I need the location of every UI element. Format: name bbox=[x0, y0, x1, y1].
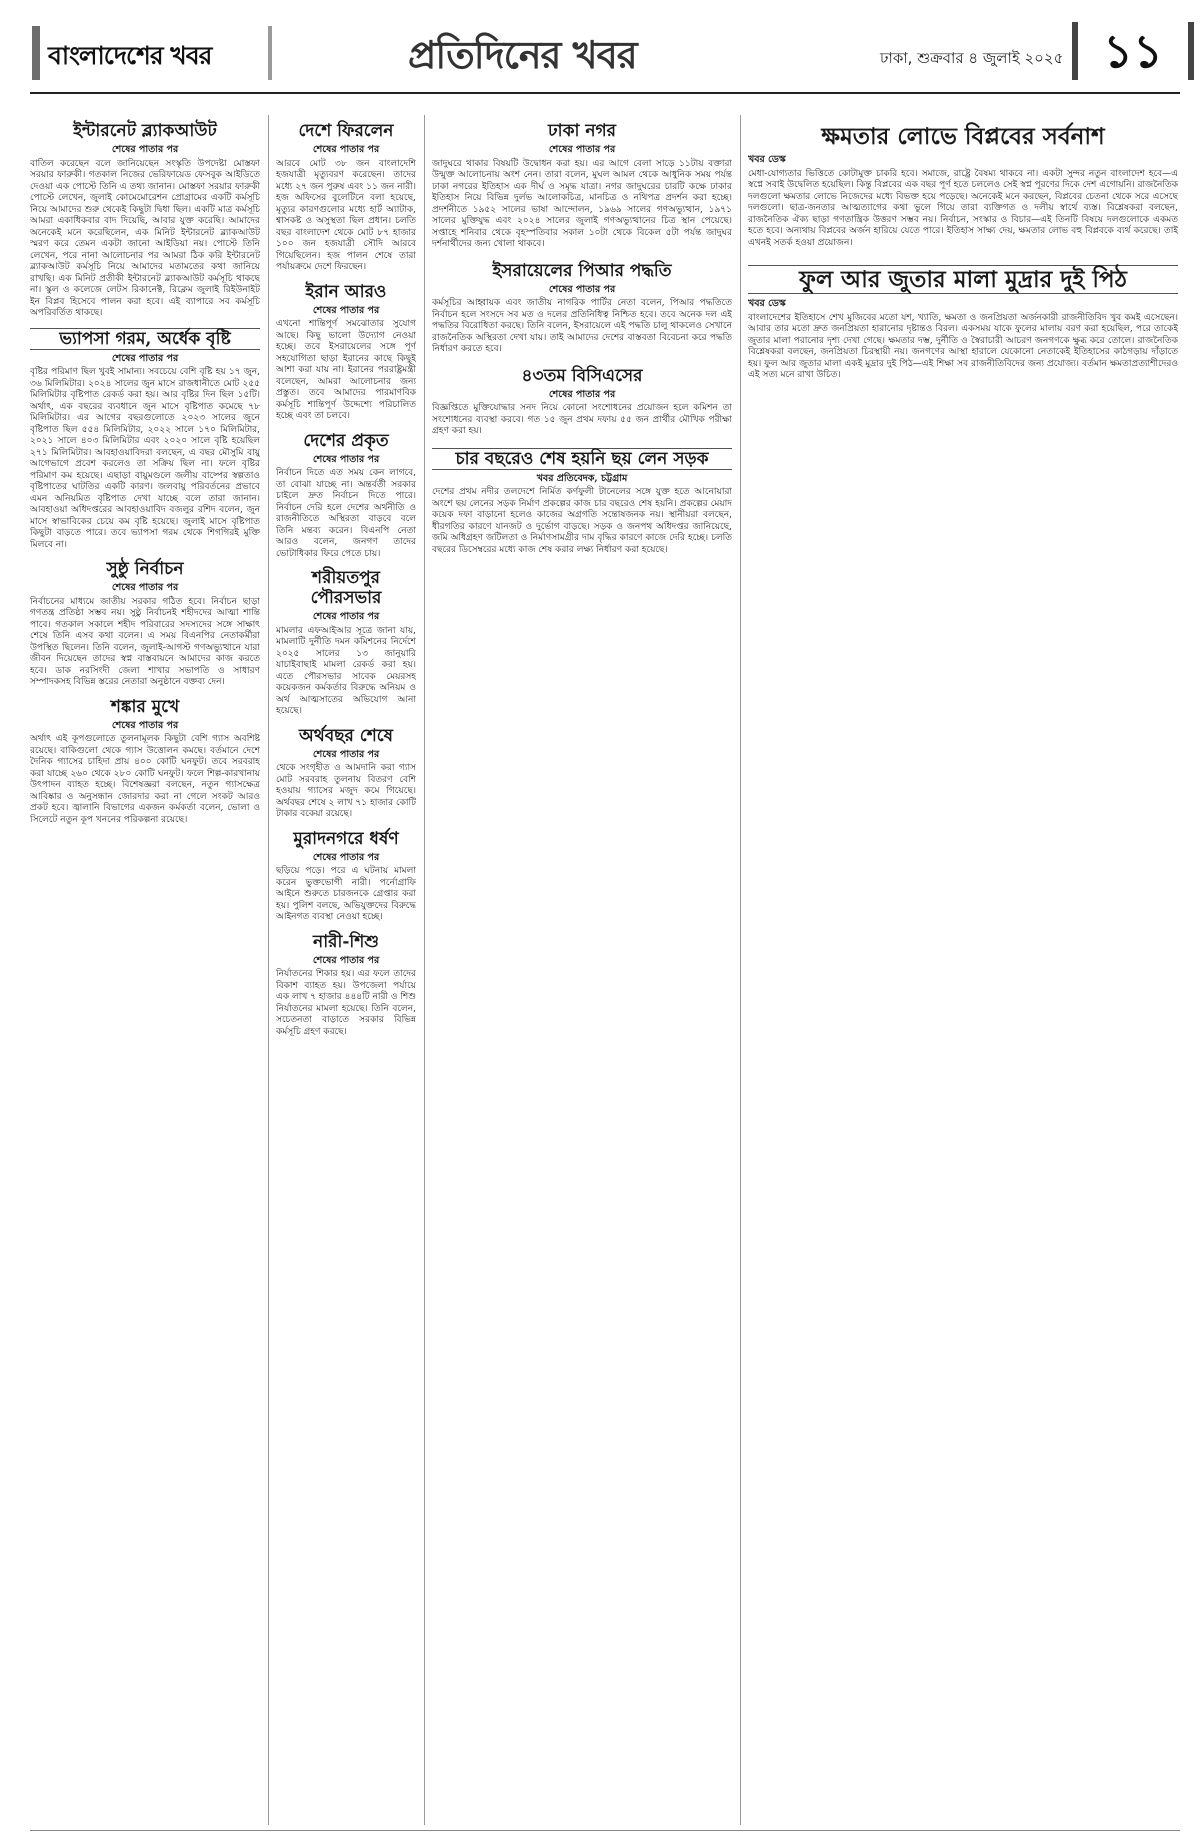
kicker: শেষের পাতার পর bbox=[111, 144, 179, 155]
page-number: ১১ bbox=[1072, 22, 1194, 80]
column-divider bbox=[424, 115, 425, 1825]
kicker: শেষের পাতার পর bbox=[111, 352, 179, 364]
reporter: খবর ডেস্ক bbox=[748, 298, 786, 309]
article-body: অর্থাৎ এই কূপগুলোতে তুলনামূলক কিছুটা বেশি গ্যাস অবশিষ্ট রয়েছে। বাকিগুলো থেকে গ্যাস উত্তোলন কমছে। বর্তমানে দেশে দৈনিক গ্যাসের চাহিদা প্রায় ৪০০ কোটি ঘনফুট। তবে সরবরাহ করা যাচ্ছে ২৬০ থেকে ২৮০ কোটি ঘনফুট। ফলে শিল্প-কারখানায় উৎপাদন ব্যাহত হচ্ছে। বিশেষজ্ঞরা বলছেন, নতুন গ্যাসক্ষেত্র আবিষ্কার ও অনুসন্ধান জোরদার করা না গেলে সংকট আরও প্রকট হবে। জ্বালানি বিভাগের একজন কর্মকর্তা বলেন, ভোলা ও সিলেটে নতুন কূপ খননের পরিকল্পনা রয়েছে। bbox=[30, 734, 260, 825]
reporter: খবর প্রতিবেদক, চট্টগ্রাম bbox=[536, 472, 628, 484]
article-israel bbox=[432, 261, 732, 356]
headline: ঢাকা নগর bbox=[548, 121, 616, 141]
article-women bbox=[276, 932, 416, 1039]
kicker: শেষের পাতার পর bbox=[548, 388, 616, 400]
kicker: শেষের পাতার পর bbox=[548, 283, 616, 295]
headline: ভ্যাপসা গরম, অর্ধেক বৃষ্টি bbox=[30, 328, 260, 350]
article-returned bbox=[276, 121, 416, 274]
article-internet bbox=[30, 121, 260, 320]
article-fiscal bbox=[276, 726, 416, 821]
kicker: শেষের পাতার পর bbox=[312, 954, 380, 966]
article-body: আরবে মোট ৩৮ জন বাংলাদেশি হজযাত্রী মৃত্যুবরণ করেছেন। তাদের মধ্যে ২৭ জন পুরুষ এবং ১১ জন নারী। হজ অফিসের বুলেটিনে বলা হয়েছে, মৃত্যুর কারণগুলোর মধ্যে হার্ট অ্যাটাক, শ্বাসকষ্ট ও অসুস্থতা ছিল প্রধান। চলতি বছর বাংলাদেশ থেকে মোট ৮৭ হাজার ১০০ জন হজযাত্রী সৌদি আরবে গিয়েছিলেন। হজ পালন শেষে তারা পর্যায়ক্রমে দেশে ফিরছেন। bbox=[276, 158, 416, 272]
article-body: বাংলাদেশের ইতিহাসে শেখ মুজিবের মতো যশ, খ্যাতি, ক্ষমতা ও জনপ্রিয়তা অর্জনকারী রাজনীতিবিদ খুব কমই এসেছেন। আবার তার মতো দ্রুত জনপ্রিয়তা হারানোর দৃষ্টান্তও বিরল। একসময় যাকে ফুলের মালায় বরণ করা হয়েছিল, পরে তাকেই জুতার মালা পরানোর দৃশ্য দেখা গেছে। ক্ষমতার দম্ভ, দুর্নীতি ও স্বৈরাচারী আচরণ জনগণকে ক্ষুব্ধ করে তোলে। রাজনৈতিক বিশ্লেষকরা বলছেন, জনপ্রিয়তা চিরস্থায়ী নয়। জনগণের আস্থা হারালে যেকোনো নেতাকেই ইতিহাসের কাঠগড়ায় দাঁড়াতে হয়। ফুল আর জুতার মালা একই মুদ্রার দুই পিঠ—এই শিক্ষা সব রাজনীতিবিদের জন্য প্রযোজ্য। বর্তমান ক্ষমতাপ্রত্যাশীদেরও এই সত্য মনে রাখা উচিত। bbox=[748, 312, 1178, 380]
article-body: কর্মসূচির আহ্বায়ক এবং জাতীয় নাগরিক পার্টির নেতা বলেন, পিআর পদ্ধতিতে নির্বাচন হলে সংসদে সব মত ও দলের প্রতিনিধিত্ব নিশ্চিত হবে। তবে অনেক দল এই পদ্ধতির বিরোধিতা করছে। তিনি বলেন, ইসরায়েলে এই পদ্ধতি চালু থাকলেও সেখানে রাজনৈতিক অস্থিরতা দেখা যায়। তাই আমাদের দেশের বাস্তবতা বিবেচনা করে পদ্ধতি নির্ধারণ করতে হবে। bbox=[432, 298, 732, 354]
headline: ইন্টারনেট ব্ল্যাকআউট bbox=[73, 121, 217, 141]
headline: চার বছরেও শেষ হয়নি ছয় লেন সড়ক bbox=[432, 448, 732, 470]
headline: অর্থবছর শেষে bbox=[299, 725, 393, 746]
headline: ইসরায়েলের পিআর পদ্ধতি bbox=[492, 260, 672, 281]
article-body: দেশের প্রথম নদীর তলদেশে নির্মিত কর্ণফুলী টানেলের সঙ্গে যুক্ত হতে আনোয়ারা অংশে ছয় লেনের সড়ক নির্মাণ প্রকল্পের কাজ চার বছরেও শেষ হয়নি। প্রকল্পের মেয়াদ কয়েক দফা বাড়ানো হলেও কাজের অগ্রগতি সন্তোষজনক নয়। স্থানীয়রা বলছেন, ধীরগতির কারণে যানজট ও দুর্ভোগ বাড়ছে। সড়ক ও জনপথ অধিদপ্তর জানিয়েছে, জমি অধিগ্রহণ জটিলতা ও নির্মাণসামগ্রীর দাম বৃদ্ধির কারণে কাজে দেরি হচ্ছে। চলতি বছরের ডিসেম্বরের মধ্যে কাজ শেষ করার লক্ষ্য নির্ধারণ করা হয়েছে। bbox=[432, 487, 732, 555]
headline: মুরাদনগরে ধর্ষণ bbox=[293, 828, 399, 849]
article-body: ছড়িয়ে পড়ে। পরে এ ঘটনায় মামলা করেন ভুক্তভোগী নারী। পর্নোগ্রাফি আইনে শুরুতে চারজনকে গ্রেপ্তার করা হয়। পুলিশ বলছে, অভিযুক্তদের বিরুদ্ধে আইনগত ব্যবস্থা নেওয়া হচ্ছে। bbox=[276, 866, 416, 922]
header-rule bbox=[30, 92, 1180, 94]
article-road bbox=[432, 448, 732, 557]
headline: দেশের প্রকৃত bbox=[303, 430, 389, 451]
article-nature bbox=[276, 431, 416, 561]
article-election bbox=[30, 559, 260, 689]
section-title: বাংলাদেশের খবর bbox=[48, 41, 212, 70]
kicker: শেষের পাতার পর bbox=[111, 582, 179, 593]
article-body: বিজ্ঞপ্তিতে মুক্তিযোদ্ধার সনদ নিয়ে কোনো সংশোধনের প্রয়োজন হলে কমিশন তা সংশোধনের ব্যবস্থা করবে। গত ১৫ জুন প্রথম দফায় ৫৫ জন প্রার্থীর মৌখিক পরীক্ষা গ্রহণ করা হয়। bbox=[432, 403, 732, 436]
article-muradnagar bbox=[276, 829, 416, 924]
headline: শরীয়তপুর পৌরসভার bbox=[310, 568, 382, 608]
page-header bbox=[0, 0, 1200, 100]
column-2 bbox=[276, 115, 416, 1825]
article-body: নির্যাতনের শিকার হয়। এর ফলে তাদের বিকাশ ব্যাহত হয়। উপজেলা পর্যায়ে এক লাখ ৭ হাজার ৪৪৪টি নারী ও শিশু নির্যাতনের মামলা হয়েছে। তিনি বলেন, সচেতনতা বাড়াতে সরকার বিভিন্ন কর্মসূচি গ্রহণ করছে। bbox=[276, 969, 416, 1037]
column-divider bbox=[268, 115, 269, 1825]
column-3 bbox=[432, 115, 732, 1825]
column-4 bbox=[748, 115, 1178, 1825]
column-1 bbox=[30, 115, 260, 1825]
article-garland bbox=[748, 265, 1178, 382]
headline: ক্ষমতার লোভে বিপ্লবের সর্বনাশ bbox=[821, 123, 1105, 150]
article-body: মেধা-যোগ্যতার ভিত্তিতে কোটামুক্ত চাকরি হবে। সমাজে, রাষ্ট্রে বৈষম্য থাকবে না। একটা সুন্দর নতুন বাংলাদেশ হবে—এ স্বপ্নে সবাই উদ্বেলিত হয়েছিল। কিন্তু বিপ্লবের এক বছর পূর্ণ হতে চললেও সেই স্বপ্ন পূরণের দিকে দেশ এগোয়নি। রাজনৈতিক দলগুলো ক্ষমতার লোভে নিজেদের মধ্যে বিভক্ত হয়ে পড়েছে। অনেকেই মনে করছেন, বিপ্লবের চেতনা থেকে সরে এসেছে দলগুলো। ছাত্র-জনতার আত্মত্যাগের কথা ভুলে গিয়ে তারা ব্যক্তিগত ও দলীয় স্বার্থে ব্যস্ত। বিশ্লেষকরা বলছেন, রাজনৈতিক ঐক্য ছাড়া গণতান্ত্রিক উত্তরণ সম্ভব নয়। নির্বাচন, সংস্কার ও বিচার—এই তিনটি বিষয়ে দলগুলোকে একমত হতে হবে। অন্যথায় বিপ্লবের অর্জন হারিয়ে যেতে পারে। ইতিহাস সাক্ষ্য দেয়, ক্ষমতার লোভ বহু বিপ্লবকে ব্যর্থ করেছে। তাই এখনই সতর্ক হওয়া প্রয়োজন। bbox=[748, 168, 1178, 248]
article-power bbox=[748, 123, 1178, 249]
article-body: নির্বাচনের মাধ্যমে জাতীয় সরকার গঠিত হবে। নির্বাচন ছাড়া গণতন্ত্র প্রতিষ্ঠা সম্ভব নয়। সুষ্ঠু নির্বাচনই শহীদদের আত্মা শান্তি পাবে। গতকাল সকালে শহীদ পরিবারের সদস্যদের সঙ্গে সাক্ষাৎ শেষে তিনি এসব কথা বলেন। এ সময় বিএনপির নেতাকর্মীরা উপস্থিত ছিলেন। তিনি বলেন, জুলাই-আগস্ট গণঅভ্যুত্থানে যারা জীবন দিয়েছেন তাদের স্বপ্ন বাস্তবায়নে আমাদের কাজ করতে হবে। ডাক নরসিংদী জেলা শাখার সভাপতি ও সাধারণ সম্পাদকসহ বিভিন্ন স্তরের নেতারা অনুষ্ঠানে বক্তব্য দেন। bbox=[30, 596, 260, 687]
issue-date: ঢাকা, শুক্রবার ৪ জুলাই ২০২৫ bbox=[880, 49, 1064, 67]
article-body: জাদুঘরে থাকার বিষয়টি উদ্বোধন করা হয়। এর আগে বেলা সাড়ে ১১টায় বক্তারা উন্মুক্ত আলোচনায় অংশ নেন। তারা বলেন, মুঘল আমল থেকে আধুনিক সময় পর্যন্ত ঢাকা নগরের ইতিহাস এক দীর্ঘ ও সমৃদ্ধ যাত্রা। নগর জাদুঘরের চারটি কক্ষে ঢাকার ইতিহাস নিয়ে বিভিন্ন দুর্লভ আলোকচিত্র, মানচিত্র ও নথিপত্র প্রদর্শন করা হচ্ছে। প্রদর্শনীতে ১৯৫২ সালের ভাষা আন্দোলন, ১৯৬৯ সালের গণঅভ্যুত্থান, ১৯৭১ সালের মুক্তিযুদ্ধ এবং ২০২৪ সালের জুলাই গণঅভ্যুত্থানের চিত্র স্থান পেয়েছে। সপ্তাহে শনিবার থেকে বৃহস্পতিবার সকাল ১০টা থেকে বিকেল ৫টা পর্যন্ত জাদুঘর দর্শনার্থীদের জন্য খোলা থাকবে। bbox=[432, 158, 732, 249]
article-body: বৃষ্টির পরিমাণ ছিল খুবই সামান্য। সবচেয়ে বেশি বৃষ্টি হয় ১৭ জুন, ৩৬ মিলিমিটার। ২০২৪ সালের জুন মাসে রাজধানীতে মোট ২৫৫ মিলিমিটার বৃষ্টিপাত রেকর্ড করা হয়। আর বৃষ্টির দিন ছিল ১৫টি। অর্থাৎ, এক বছরের ব্যবধানে জুন মাসে বৃষ্টিপাত কমেছে ৭৮ মিলিমিটার। এর আগের বছরগুলোতে ২০২৩ সালের জুনে বৃষ্টিপাত ছিল ৫৫৪ মিলিমিটার, ২০২২ সালে ১৭০ মিলিমিটার, ২০২১ সালে ৪০৩ মিলিমিটার এবং ২০২০ সালে বৃষ্টি হয়েছিল ২৭১ মিলিমিটার। আবহাওয়াবিদরা বলছেন, এ বছর মৌসুমি বায়ু আগেভাগে প্রবেশ করলেও তা সক্রিয় ছিল না। ফলে বৃষ্টির পরিমাণ কম হয়েছে। এছাড়া বায়ুমণ্ডলে জলীয় বাষ্পের স্বল্পতাও বৃষ্টিপাতের ঘাটতির একটি কারণ। জলবায়ু পরিবর্তনের প্রভাবে এমন অনিয়মিত বৃষ্টিপাত দেখা যাচ্ছে বলে তারা জানান। আবহাওয়া অধিদপ্তরের আবহাওয়াবিদ বজলুর রশিদ বলেন, জুন মাসে স্বাভাবিকের চেয়ে কম বৃষ্টি হয়েছে। জুলাই মাসে বৃষ্টিপাত কিছুটা বাড়তে পারে। তবে ভ্যাপসা গরম থেকে শিগগিরই মুক্তি মিলবে না। bbox=[30, 367, 260, 550]
column-divider bbox=[740, 115, 741, 1825]
article-heat bbox=[30, 328, 260, 552]
reporter: খবর ডেস্ক bbox=[748, 154, 786, 165]
kicker: শেষের পাতার পর bbox=[312, 144, 380, 155]
kicker: শেষের পাতার পর bbox=[312, 748, 380, 760]
kicker: শেষের পাতার পর bbox=[312, 611, 380, 622]
article-dhaka bbox=[432, 121, 732, 251]
headline: শঙ্কার মুখে bbox=[110, 696, 180, 717]
kicker: শেষের পাতার পর bbox=[312, 453, 380, 465]
article-bcs bbox=[432, 366, 732, 438]
headline: ফুল আর জুতার মালা মুদ্রার দুই পিঠ bbox=[748, 265, 1178, 294]
newspaper-brand: প্রতিদিনের খবর bbox=[408, 32, 637, 77]
headline: নারী-শিশু bbox=[313, 931, 379, 952]
footer-rule bbox=[30, 1830, 1180, 1831]
article-iran bbox=[276, 282, 416, 423]
article-body: মামলার এফআইআর সূত্রে জানা যায়, মামলাটি দুর্নীতি দমন কমিশনের নির্দেশে ২০২৫ সালের ১৩ জানুয়ারি যাচাইবাছাই মামলা রেকর্ড করা হয়। এতে পৌরসভার সাবেক মেয়রসহ কয়েকজন কর্মকর্তার বিরুদ্ধে অনিয়ম ও অর্থ আত্মসাতের অভিযোগ আনা হয়েছে। bbox=[276, 625, 416, 716]
article-body: থেকে সংগৃহীত ও আমদানি করা গ্যাস মোট সরবরাহ তুলনায় বিতরণ বেশি হওয়ায় গ্যাসের মজুদ কমে গিয়েছে। অর্থবছর শেষে ২ লাখ ৭১ হাজার কোটি টাকার বকেয়া রয়েছে। bbox=[276, 763, 416, 819]
article-fear bbox=[30, 697, 260, 827]
article-body: এখনো শান্তিপূর্ণ সমঝোতার সুযোগ আছে। কিছু ভালো উদ্যোগ নেওয়া হচ্ছে। তবে ইসরায়েলের সঙ্গে পূর্ণ সহযোগিতা ছাড়া ইরানের কাছে কিছুই আশা করা যায় না। ইরানের পররাষ্ট্রমন্ত্রী বলেছেন, আমরা আলোচনার জন্য প্রস্তুত। তবে আমাদের পারমাণবিক কর্মসূচি শান্তিপূর্ণ উদ্দেশ্যে পরিচালিত হচ্ছে এবং তা চলবে। bbox=[276, 319, 416, 421]
kicker: শেষের পাতার পর bbox=[111, 719, 179, 731]
kicker: শেষের পাতার পর bbox=[548, 144, 616, 155]
headline: দেশে ফিরলেন bbox=[298, 121, 394, 141]
headline: ৪৩তম বিসিএসের bbox=[521, 365, 643, 386]
article-body: বাতিল করেছেন বলে জানিয়েছেন সংস্কৃতি উপদেষ্টা মোস্তফা সরয়ার ফারুকী। গতকাল নিজের ভেরিফায়েড ফেসবুক আইডিতে দেওয়া এক পোস্টে তিনি এ তথ্য জানান। মোস্তফা সরয়ার ফারুকী পোস্টে লেখেন, জুলাই কোমেমোরেশন প্রোগ্রামের একটি কর্মসূচি নিয়ে আমাদের শুরু থেকেই কিছুটা দ্বিধা ছিল। একটি মাত্র কর্মসূচি আমরা একাধিকবার বাদ দিয়েছি, আবার যুক্ত করেছি। আমাদের অনেকেই মনে করেছিলেন, এক মিনিট ইন্টারনেট ব্ল্যাকআউট স্মরণ করে তেমন একটা জানো আইডিয়া নয়। পোস্টে তিনি লেখেন, পরে নানা আলোচনার পর আমরা ঠিক করি ইন্টারনেট ব্ল্যাকআউট কর্মসূচি নিয়ে আমাদের মতামতের কথা জানিয়ে রাখছি। এক মিনিট প্রতীকী ইন্টারনেট ব্ল্যাকআউট কর্মসূচি থাকছে না। স্কুল ও কলেজে লেটস রিকানেক্ট, রিক্লেম জুলাই রিইউনাইট ইন বিপ্লব হিসেবে পালন করা হবে। এই ব্যাপারে সব কর্মসূচি অপরিবর্তিত থাকছে। bbox=[30, 158, 260, 318]
headline: সুষ্ঠু নির্বাচন bbox=[106, 559, 184, 579]
article-body: নির্বাচন দিতে এত সময় কেন লাগবে, তা বোঝা যাচ্ছে না। অন্তর্বর্তী সরকার চাইলে দ্রুত নির্বাচন দিতে পারে। নির্বাচন দেরি হলে দেশের অর্থনীতি ও রাজনীতিতে অস্থিরতা বাড়বে বলে তিনি মন্তব্য করেন। বিএনপি নেতা আরও বলেন, জনগণ তাদের ভোটাধিকার ফিরে পেতে চায়। bbox=[276, 468, 416, 559]
article-shariatpur bbox=[276, 568, 416, 718]
kicker: শেষের পাতার পর bbox=[312, 851, 380, 863]
headline: ইরান আরও bbox=[305, 281, 387, 302]
kicker: শেষের পাতার পর bbox=[312, 304, 380, 316]
